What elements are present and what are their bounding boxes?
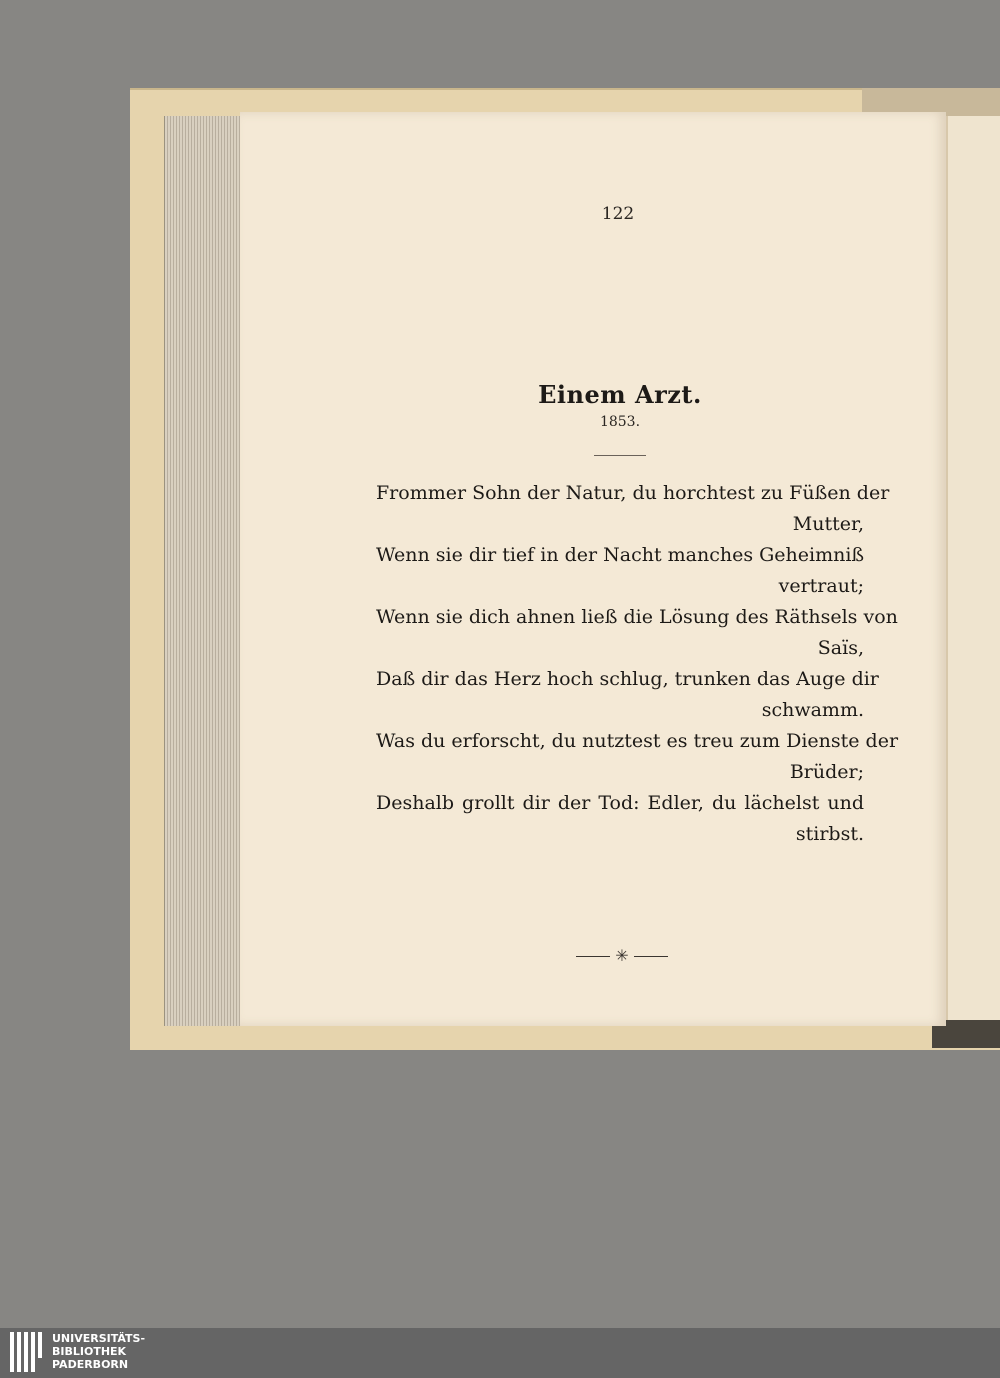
ornament-line-right [634,956,668,957]
poem-line: Daß dir das Herz hoch schlug, trunken das Auge dir [376,668,879,690]
page-fore-edge [164,116,245,1026]
poem-line-continuation: schwamm. [761,699,864,721]
poem-line-continuation: Saïs, [817,637,864,659]
poem-line-continuation: vertraut; [778,575,864,597]
poem-line: Deshalb grollt dir der Tod: Edler, du lächelst und [376,792,864,814]
asterisk-ornament-icon: ✳ [615,946,629,965]
logo-line: PADERBORN [52,1358,129,1371]
logo-line: BIBLIOTHEK [52,1345,127,1358]
library-footer [0,1328,1000,1378]
poem-body [376,478,899,850]
library-logo-icon [10,1332,44,1372]
poem-year: 1853. [599,414,641,430]
logo-line: UNIVERSITÄTS- [52,1332,146,1345]
ornament-line-left [576,956,610,957]
poem-line: Wenn sie dich ahnen ließ die Lösung des Räthsels von [376,606,898,628]
poem-line-continuation: Brüder; [789,761,864,783]
poem-title: Einem Arzt. [538,380,702,409]
facing-page [946,116,1000,1020]
poem-line: Frommer Sohn der Natur, du horchtest zu Füßen der [376,482,890,504]
ornament-divider [572,946,672,965]
poem-line-continuation: Mutter, [792,513,864,535]
poem-line-continuation: stirbst. [795,823,864,845]
library-logo-text [52,1332,252,1371]
poem-line: Was du erforscht, du nutztest es treu zum Dienste der [376,730,899,752]
page-number: 122 [601,204,635,224]
poem-line: Wenn sie dir tief in der Nacht manches Geheimniß [376,544,865,566]
title-rule [594,455,646,456]
